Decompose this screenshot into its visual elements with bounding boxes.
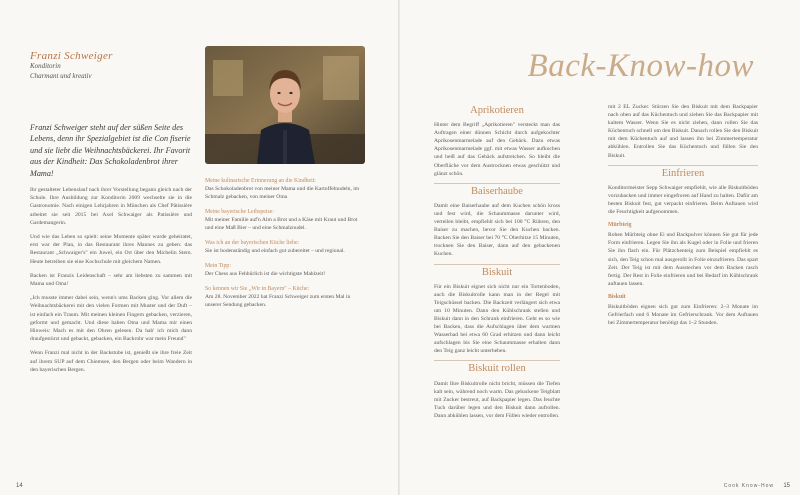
- tips-column-right: [608, 103, 758, 332]
- divider: [434, 360, 560, 361]
- section-text: Hinter dem Begriff „Aprikotieren" versteckt man das Auftragen einer dünnen Schicht durch aufgekochter Aprikosenmarmelade auf den Gebäck. Dazu etwas Aprikosenmarmelade ggf. mit etwas Wasser aufkochen und heiß auf das Gebäck aufstreichen. So bleibt die Oberfläche vor dem Austrocknen etwas geschützt und glänzt schön.: [434, 122, 560, 177]
- tips-column-left: [434, 103, 560, 425]
- divider: [608, 165, 758, 166]
- subheading: Biskuit: [608, 293, 626, 300]
- bio-paragraph: Und wie das Leben so spielt: seine Momente später wurde geheiratet, erst war der Plan, in das Restaurant ihres Mannes zu gehen: das Restaurant „Schwaiger's" ein Juwel, ein Ort über den Michelin Stern. Heute betreiben sie eine Kochschule mit gleichem Namen.: [30, 234, 192, 265]
- running-footer: Cook Know-How: [723, 483, 774, 489]
- section-heading: Baiserhaube: [471, 185, 523, 197]
- section-text: Für ein Biskuit eignet sich nicht nur ein Tortenboden, auch die Biskuitrolle kann man in der Regel mit Teigschüssel backen. Die Backzeit verlängert sich etwa um 10 Minuten. Dann den Kühlschrank stellen und Biskuit dann in den Schrank einfrieren. Geht es so wie bei Backen, dass die Aufschlagen über dem warmen Wasserbad bei etwa 60 Grad erhitzen und dann leicht aufschlagen bis Sie eine Schaummasse erhalten dann den Teig ganz leicht unterheben.: [434, 283, 560, 355]
- chef-photo: [205, 46, 365, 164]
- page-number: 14: [16, 483, 23, 489]
- bio-paragraph: „Ich musste immer dabei sein, wenn's ums Backen ging. Vor allem die Weihnachtsbäckerei mit den vielen Formen mit Muster und der Duft – ist einfach ein Traum. Mit meinen kleinen Fingern gebacken, verzieren, geformt und gemacht. Und diese haben Oma und Mama mir einen Hinweis: Mach es mit den Ohren gelesen. Da hab' ich mich dann draufgestürzt und gebackt, gebacken, ein Backrohr war mein Freund": [30, 295, 192, 343]
- section-heading: Einfrieren: [661, 167, 705, 179]
- page-headline: Back-Know-how: [527, 48, 754, 84]
- subheading: Mürbteig: [608, 222, 632, 229]
- bio-paragraph: Wenn Franzi mal nicht in der Backstube ist, genießt sie ihre freie Zeit auf ihrem SUP auf dem Chiemsee, den Bergen oder beim Wandern in den bayerischen Bergen.: [30, 350, 192, 373]
- biography-column: [30, 186, 192, 380]
- section-text: Konditormeister Sepp Schwaiger empfiehlt, wie alle Biskuitböden vorzubacken und immer eingefroren auf Hand zu halten. Dafür am besten Biskuit fest, gut verpackt einfrieren. Beim Auftauen wird die Feuchtigkeit aufgenommen.: [608, 184, 758, 216]
- qa-answer: Mit meiner Familie auf'n Alm a Brot und a Käse mit Kraut und Brot und eine Maß Bier – und eine Schmalznudel.: [205, 217, 358, 231]
- qa-question: Mein Tipp:: [205, 263, 231, 269]
- bio-paragraph: Ihr gestalteter Lebenslauf nach ihrer Vorstellung begann gleich nach der Schule. Ihre Ausbildung zur Konditorin 2009 wechselte sie in die Gastronomie. Nach einigen Lehrjahren in München als Chef Pâtissière arbeitet sie seit 2015 bei Axel Schwaiger als Patissière und Gardemangerin.: [30, 187, 192, 226]
- qa-answer: Am 28. November 2022 hat Franzi Schweiger zum ersten Mal in unserer Sendung gebacken.: [205, 294, 351, 308]
- qa-question: Meine bayerische Leibspeise:: [205, 209, 274, 215]
- chef-name: Franzi Schweiger: [30, 50, 113, 62]
- qa-question: So kennen wir Sie „Wir in Bayern" – Küche:: [205, 286, 310, 292]
- chef-tagline: Charmant und kreativ: [30, 72, 92, 80]
- divider: [434, 264, 560, 265]
- bio-paragraph: Backen ist Franzis Leidenschaft – sehr am liebsten zu sammen mit Mama und Oma!: [30, 272, 192, 288]
- section-text: Biskuitböden eignen sich gut zum Einfrieren: 2–3 Monate im Gefrierfach und 6 Monate im Gefrierschrank. Vor dem Auftauen bei Zimmertemperatur benötigt das 1–2 Stunden.: [608, 303, 758, 327]
- section-text: Damit Ihre Biskuitrolle nicht bricht, müssen die Tiefen kalt sein, während noch warm. Das gebackene Teigblatt mit Zucker bestreut, auf Backpapier legen. Das feuchte Tuch darüber legen und den Biskuit dann aufrollen. Dann abkühlen lassen, vor dem Füllen wieder entrollen.: [434, 380, 560, 419]
- section-text: Rohen Mürbteig ohne Ei und Backpulver können Sie gut für jede Form einfrieren. Legen Sie ihn als Kugel oder in Folie und frieren Sie ihn flach ein. Für Plätzchenteig zum Beispiel empfiehlt es sich, den Teig schon mal ausgerollt in Folie einzufrieren. Das spart Zeit. Der Teig ist mit dem Ausstechen vor dem Backen rasch fertig. Der Rest in Folie einfrieren und bei Bedarf im Kühlschrank auftauen lassen.: [608, 232, 758, 287]
- section-text: mit 2 EL Zucker. Stürzen Sie den Biskuit mit dem Backpapier nach oben auf das Küchentuch und ziehen Sie das Backpapier mit kaltem Wasser. Wenn Sie es nicht ziehen, dann rollen Sie das Küchentuch schnell um den Biskuit. Danach rollen Sie den Biskuit mit dem Küchentuch auf und lassen ihn bei Zimmertemperatur abkühlen. Entrollen Sie das Küchentuch und füllen Sie den Biskuit.: [608, 104, 758, 159]
- divider: [434, 183, 560, 184]
- page-number: 15: [783, 483, 790, 489]
- section-heading: Biskuit: [481, 266, 513, 278]
- qa-question: Meine kulinarische Erinnerung an die Kindheit:: [205, 178, 316, 184]
- right-page: [400, 0, 800, 495]
- lead-paragraph: Franzi Schweiger steht auf der süßen Seite des Lebens, denn ihr Spezialgebiet ist die Con fiserie und sie liebt die Weihnachtsbäckerei. Ihr Favorit aus der Kindheit: Das Schokoladenbrot ihrer Mama!: [30, 123, 191, 178]
- qa-question: Was ich an der bayerischen Küche liebe:: [205, 240, 300, 246]
- qa-answer: Das Schokoladenbrot von meiner Mama und die Kartoffelnudeln, im Schmalz gebacken, von meiner Oma: [205, 186, 360, 200]
- chef-role: Konditorin: [30, 62, 61, 70]
- section-heading: Aprikotieren: [470, 105, 524, 116]
- section-text: Damit eine Baiserhaube auf dem Kuchen schön kross und fest wird, die Schaummasse darunter wird, verteilen bleibt, empfiehlt sich bei 100 °C Rühren, den Baiser zu machen, bevor Sie den Kuchen backen. Backen Sie den Baiser bei 70 °C Oberhitze 15 Minuten, trocknen Sie den Baiser, dann auf den gebackenen Kuchen.: [434, 202, 560, 258]
- section-heading: Biskuit rollen: [468, 363, 526, 375]
- qa-answer: Sie ist bodenständig und einfach gut zubereitet – und regional.: [205, 248, 345, 254]
- qa-box: [205, 177, 365, 316]
- qa-answer: Der Chess aus Fehbürlich ist die wichtigste Mahlzeit!: [205, 271, 326, 277]
